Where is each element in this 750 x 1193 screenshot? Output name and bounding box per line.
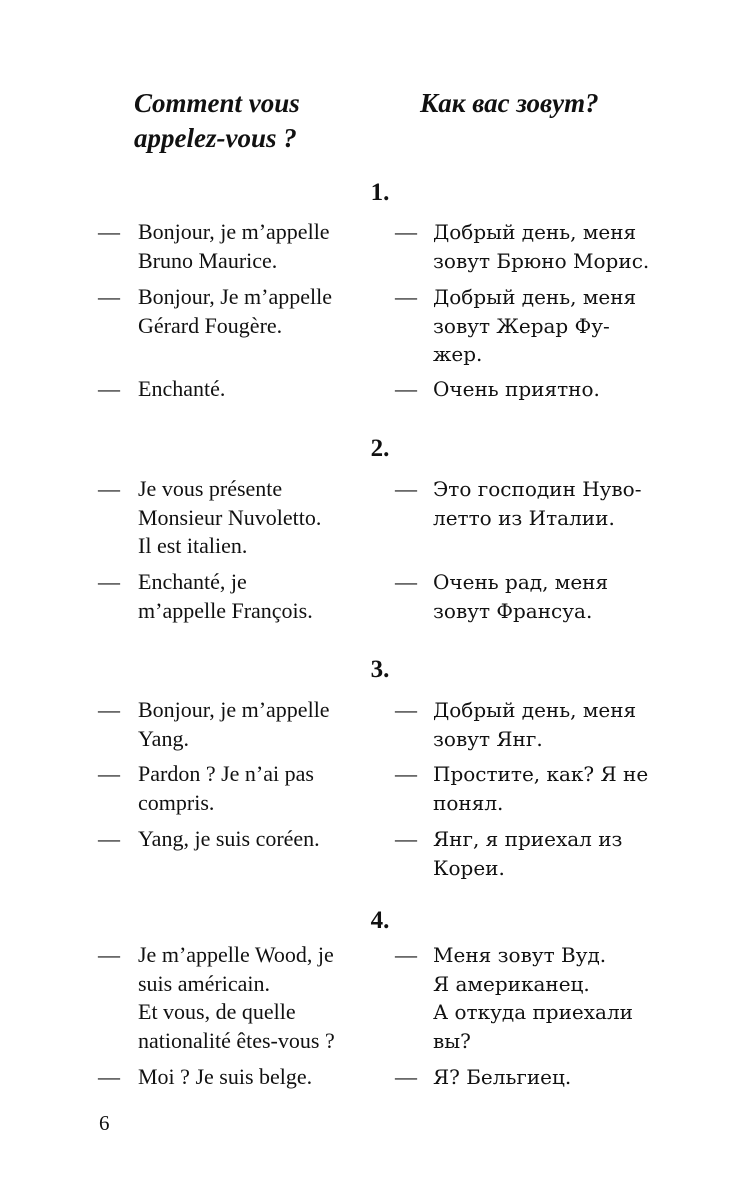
section-number: 1. [370,179,390,206]
french-line: Enchanté, je m’appelle François. [138,569,313,623]
dialogue-dash: — [98,697,120,722]
russian-line: Очень приятно. [433,377,600,401]
section-number: 3. [370,656,390,683]
russian-line: Янг, я приехал из Кореи. [433,827,623,880]
dialogue-dash: — [395,1064,417,1089]
french-line: Pardon ? Je n’ai pas compris. [138,761,314,815]
russian-line: Простите, как? Я не понял. [433,762,649,815]
dialogue-dash: — [98,476,120,501]
dialogue-dash: — [395,761,417,786]
french-line: Je m’appelle Wood, je suis américain. Et vous, de quelle nationalité êtes-vous ? [138,942,335,1053]
dialogue-dash: — [98,376,120,401]
dialogue-dash: — [98,569,120,594]
french-title: Comment vous appelez-vous ? [134,88,300,153]
russian-line: Добрый день, меня зовут Янг. [433,698,637,751]
dialogue-dash: — [98,942,120,967]
russian-line: Меня зовут Вуд. Я американец. А откуда приехали вы? [433,943,634,1053]
russian-title: Как вас зовут? [420,88,599,118]
dialogue-dash: — [395,219,417,244]
dialogue-dash: — [395,476,417,501]
russian-line: Я? Бельгиец. [433,1065,572,1089]
dialogue-dash: — [98,219,120,244]
dialogue-dash: — [98,1064,120,1089]
dialogue-dash: — [395,569,417,594]
russian-line: Очень рад, меня зовут Франсуа. [433,570,609,623]
russian-line: Добрый день, меня зовут Брюно Морис. [433,220,650,273]
french-line: Enchanté. [138,376,226,401]
section-number: 2. [370,435,390,462]
french-line: Bonjour, Je m’appelle Gérard Fougère. [138,284,333,338]
page-number: 6 [99,1111,110,1135]
russian-line: Добрый день, меня зовут Жерар Фу- жер. [433,285,637,366]
dialogue-dash: — [395,942,417,967]
french-line: Je vous présente Monsieur Nuvoletto. Il est italien. [138,476,322,558]
dialogue-dash: — [98,761,120,786]
dialogue-dash: — [395,376,417,401]
dialogue-dash: — [98,284,120,309]
russian-line: Это господин Нуво- летто из Италии. [433,477,642,530]
french-line: Bonjour, je m’appelle Bruno Maurice. [138,219,330,273]
dialogue-dash: — [395,826,417,851]
french-line: Moi ? Je suis belge. [138,1064,313,1089]
section-number: 4. [370,907,390,934]
dialogue-dash: — [98,826,120,851]
french-line: Yang, je suis coréen. [138,826,320,851]
dialogue-dash: — [395,697,417,722]
french-line: Bonjour, je m’appelle Yang. [138,697,330,751]
dialogue-dash: — [395,284,417,309]
